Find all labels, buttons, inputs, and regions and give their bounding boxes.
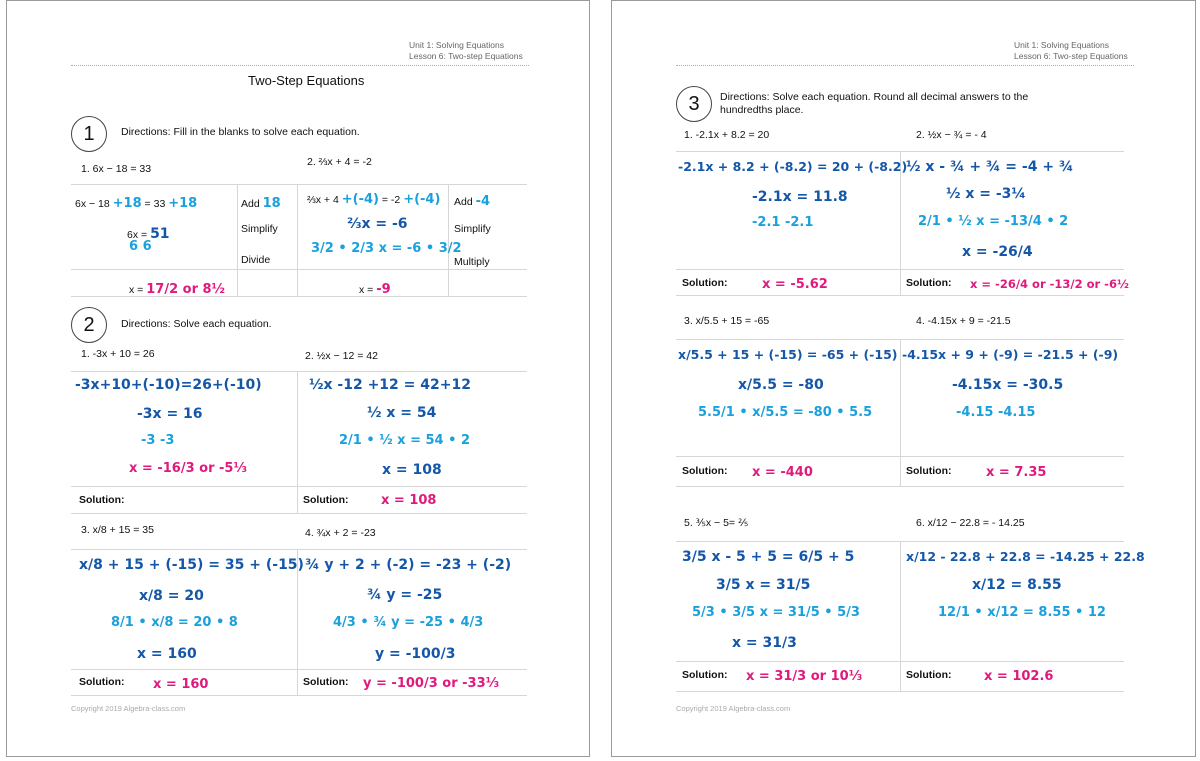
section-number: 2 <box>71 307 107 343</box>
step-label: Add -4 <box>454 194 491 209</box>
work-line: x = 31/3 <box>732 635 797 651</box>
solution-value: x = -26/4 or -13/2 or -6½ <box>970 277 1129 291</box>
grid-line <box>297 371 298 513</box>
work-line: y = -100/3 <box>375 646 456 662</box>
header-lesson: Lesson 6: Two-step Equations <box>1014 51 1128 61</box>
problem-6: 6. x/12 − 22.8 = - 14.25 <box>916 517 1025 529</box>
grid-line <box>71 695 527 696</box>
step-label: Simplify <box>241 223 278 235</box>
work-line: -2.1 -2.1 <box>752 215 814 230</box>
step-row: 6x = 51 <box>127 226 170 242</box>
grid-line <box>237 184 238 296</box>
copyright: Copyright 2019 Algebra-class.com <box>71 704 186 713</box>
work-line: 3/5 x - 5 + 5 = 6/5 + 5 <box>682 549 855 565</box>
solution-label: Solution: <box>682 277 728 289</box>
problem-3: 3. x/5.5 + 15 = -65 <box>684 315 770 327</box>
grid-line <box>71 269 527 270</box>
solution-label: Solution: <box>303 676 349 688</box>
section-number: 1 <box>71 116 107 152</box>
solution-value: x = -5.62 <box>762 277 828 292</box>
problem-3: 3. x/8 + 15 = 35 <box>81 524 154 536</box>
solution-label: Solution: <box>79 494 125 506</box>
work-line: ½ x - ¾ + ¾ = -4 + ¾ <box>906 159 1074 175</box>
work-line: x/12 = 8.55 <box>972 577 1062 593</box>
solution-label: Solution: <box>682 465 728 477</box>
grid-line <box>71 486 527 487</box>
answer-row: x = 17/2 or 8½ <box>129 282 226 297</box>
solution-value: x = 160 <box>153 677 209 692</box>
work-line: -3 -3 <box>141 433 175 448</box>
work-line: 5.5/1 • x/5.5 = -80 • 5.5 <box>698 405 873 420</box>
work-line: -4.15 -4.15 <box>956 405 1036 420</box>
header-unit: Unit 1: Solving Equations <box>1014 40 1109 50</box>
solution-value: x = 108 <box>381 493 437 508</box>
step-row: ⅔x + 4 +(-4) = -2 +(-4) <box>307 192 441 207</box>
section-directions: Directions: Solve each equation. Round all decimal answers to the <box>720 91 1029 103</box>
work-line: x/8 = 20 <box>139 588 204 604</box>
work-line: x/8 + 15 + (-15) = 35 + (-15) <box>79 557 304 573</box>
solution-value: x = 31/3 or 10⅓ <box>746 669 863 684</box>
page-title: Two-Step Equations <box>248 73 365 88</box>
grid-line <box>676 691 1124 692</box>
solution-label: Solution: <box>906 669 952 681</box>
work-line: 2/1 • ½ x = -13/4 • 2 <box>918 214 1069 229</box>
solution-label: Solution: <box>906 277 952 289</box>
work-line: 3/5 x = 31/5 <box>716 577 811 593</box>
section-number: 3 <box>676 86 712 122</box>
solution-label: Solution: <box>906 465 952 477</box>
step-row: 3/2 • 2/3 x = -6 • 3/2 <box>311 241 462 256</box>
answer-row: x = -9 <box>359 282 391 297</box>
work-line: -2.1x + 8.2 + (-8.2) = 20 + (-8.2) <box>678 159 908 174</box>
work-line: ½ x = -3¼ <box>946 186 1026 202</box>
header-divider <box>71 65 529 66</box>
work-line: 5/3 • 3/5 x = 31/5 • 5/3 <box>692 605 860 620</box>
work-line: x = 108 <box>382 462 442 478</box>
problem-1: 1. 6x − 18 = 33 <box>81 163 152 175</box>
work-line: ½x -12 +12 = 42+12 <box>309 377 471 393</box>
work-line: ¾ y = -25 <box>367 587 443 603</box>
work-line: -3x+10+(-10)=26+(-10) <box>75 377 262 393</box>
problem-1: 1. -3x + 10 = 26 <box>81 348 155 360</box>
problem-4: 4. -4.15x + 9 = -21.5 <box>916 315 1011 327</box>
problem-2: 2. ½x − ¾ = - 4 <box>916 129 987 141</box>
work-line: ½ x = 54 <box>367 405 437 421</box>
work-line: -3x = 16 <box>137 406 203 422</box>
work-line: x = -16/3 or -5⅓ <box>129 461 247 476</box>
work-line: x/12 - 22.8 + 22.8 = -14.25 + 22.8 <box>906 549 1145 564</box>
grid-line <box>900 339 901 486</box>
grid-line <box>71 371 527 372</box>
section-directions: hundredths place. <box>720 104 804 116</box>
problem-4: 4. ¾x + 2 = -23 <box>305 527 376 539</box>
worksheet-page-left <box>6 0 590 757</box>
work-line: x = 160 <box>137 646 197 662</box>
copyright: Copyright 2019 Algebra-class.com <box>676 704 791 713</box>
grid-line <box>676 295 1124 296</box>
grid-line <box>900 541 901 691</box>
step-row: 6x − 18 +18 = 33 +18 <box>75 196 198 211</box>
grid-line <box>297 184 298 296</box>
solution-value: x = -440 <box>752 465 813 480</box>
solution-value: x = 7.35 <box>986 465 1047 480</box>
work-line: x = -26/4 <box>962 244 1033 260</box>
section-directions: Directions: Fill in the blanks to solve each equation. <box>121 126 360 138</box>
step-label: Simplify <box>454 223 491 235</box>
step-row: ⅔x = -6 <box>347 216 408 232</box>
work-line: -4.15x = -30.5 <box>952 377 1064 393</box>
work-line: 12/1 • x/12 = 8.55 • 12 <box>938 605 1106 620</box>
grid-line <box>71 184 527 185</box>
problem-2: 2. ½x − 12 = 42 <box>305 350 378 362</box>
header-divider <box>676 65 1134 66</box>
step-label: Multiply <box>454 256 490 268</box>
work-line: x/5.5 + 15 + (-15) = -65 + (-15) <box>678 347 898 362</box>
problem-1: 1. -2.1x + 8.2 = 20 <box>684 129 770 141</box>
grid-line <box>71 669 527 670</box>
solution-value: y = -100/3 or -33⅓ <box>363 676 500 691</box>
header-lesson: Lesson 6: Two-step Equations <box>409 51 523 61</box>
step-row: 6 6 <box>129 239 152 254</box>
work-line: 2/1 • ½ x = 54 • 2 <box>339 433 471 448</box>
work-line: ¾ y + 2 + (-2) = -23 + (-2) <box>305 557 512 573</box>
step-label: Add 18 <box>241 196 281 211</box>
grid-line <box>71 549 527 550</box>
grid-line <box>676 486 1124 487</box>
step-label: Divide <box>241 254 271 266</box>
work-line: x/5.5 = -80 <box>738 377 824 393</box>
work-line: -4.15x + 9 + (-9) = -21.5 + (-9) <box>902 347 1119 362</box>
solution-value: x = 102.6 <box>984 669 1054 684</box>
problem-2: 2. ⅔x + 4 = -2 <box>307 156 372 168</box>
solution-label: Solution: <box>79 676 125 688</box>
solution-label: Solution: <box>303 494 349 506</box>
work-line: -2.1x = 11.8 <box>752 189 848 205</box>
header-unit: Unit 1: Solving Equations <box>409 40 504 50</box>
problem-5: 5. ⅗x − 5= ⅖ <box>684 517 749 529</box>
work-line: 4/3 • ¾ y = -25 • 4/3 <box>333 615 484 630</box>
work-line: 8/1 • x/8 = 20 • 8 <box>111 615 238 630</box>
grid-line <box>71 513 527 514</box>
solution-label: Solution: <box>682 669 728 681</box>
worksheet-page-right <box>611 0 1196 757</box>
grid-line <box>448 184 449 296</box>
section-directions: Directions: Solve each equation. <box>121 318 272 330</box>
